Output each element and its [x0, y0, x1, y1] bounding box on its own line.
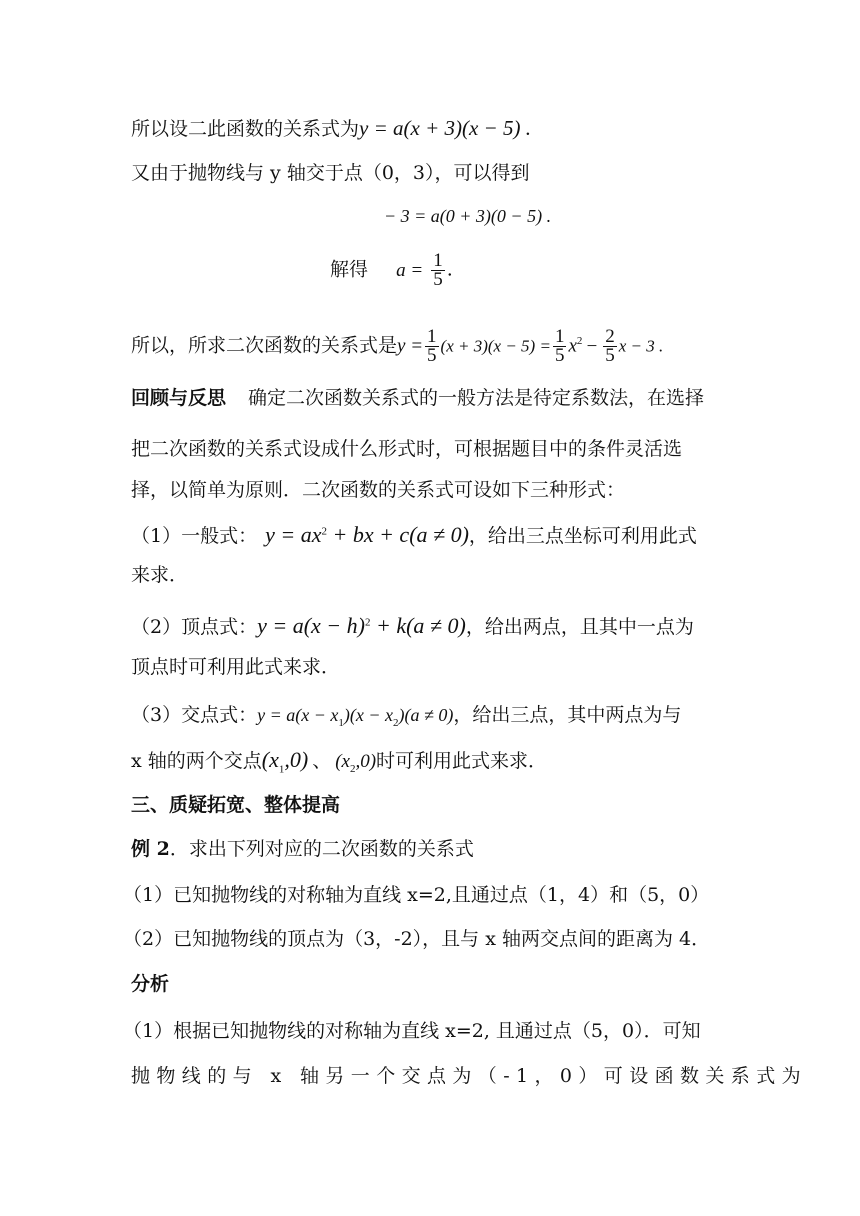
- math-b: )(x − x: [343, 705, 393, 725]
- form-general-line2: 来求．: [131, 564, 189, 586]
- fraction-numerator: 1: [433, 250, 443, 271]
- text-line-2: 又由于抛物线与 y 轴交于点（0，3），可以得到: [131, 162, 530, 184]
- equation-line-3: − 3 = a(0 + 3)(0 − 5) .: [384, 206, 552, 226]
- exponent: 2: [364, 616, 371, 629]
- section-heading: 三、质疑拓宽、整体提高: [131, 794, 341, 816]
- review-title: 回顾与反思: [131, 387, 227, 409]
- fraction-2: [553, 328, 567, 365]
- fraction: [431, 252, 445, 289]
- form-label: （3）交点式：: [131, 704, 258, 726]
- form-label: （1）一般式：: [131, 525, 258, 547]
- review-line-2: 把二次函数的关系式设成什么形式时，可根据题目中的条件灵活选: [131, 438, 683, 460]
- form-intercept: [131, 703, 681, 727]
- fraction-numerator: 1: [554, 326, 565, 347]
- math-a: y =: [397, 335, 424, 357]
- math-a: y = ax: [265, 522, 322, 547]
- subscript: 2: [349, 762, 356, 775]
- review-line-3: 择，以简单为原则．二次函数的关系式可设如下三种形式：: [131, 479, 626, 501]
- math-c: )(a ≠ 0): [398, 705, 454, 725]
- math-b: (x + 3)(x − 5) =: [440, 336, 551, 356]
- text: 所以设二此函数的关系式为: [131, 118, 360, 140]
- solve-line: [330, 252, 453, 289]
- form-label: （2）顶点式：: [131, 616, 258, 638]
- point-2: [335, 751, 377, 775]
- exponent: 2: [576, 335, 583, 348]
- point-2-b: ,0): [355, 751, 377, 772]
- result-line: [131, 328, 663, 365]
- fraction-1: [425, 328, 439, 365]
- solve-label: 解得: [330, 258, 369, 281]
- math-b: + k(a ≠ 0): [370, 613, 466, 638]
- math-b: + bx + c(a ≠ 0): [326, 522, 469, 547]
- example-label: 例 2: [131, 838, 170, 860]
- period: .: [446, 258, 453, 281]
- math-e: x − 3 .: [618, 336, 664, 356]
- math-c: x: [568, 335, 577, 357]
- text: 所以，所求二次函数的关系式是: [131, 334, 398, 357]
- equation-line-1: [131, 116, 531, 141]
- math-d: −: [585, 335, 599, 357]
- form-tail: ，给出两点，且其中一点为: [465, 616, 694, 638]
- subscript: 1: [278, 763, 285, 776]
- form-vertex-line2: 顶点时可利用此式来求．: [131, 656, 341, 678]
- review-line-1: [131, 386, 704, 410]
- math-a: y = a(x − x: [257, 705, 339, 725]
- point-2-a: (x: [335, 751, 350, 772]
- fraction-denominator: 5: [605, 345, 615, 366]
- fraction-denominator: 5: [554, 345, 565, 366]
- example-text: ．求出下列对应的二次函数的关系式: [169, 838, 474, 860]
- exponent: 2: [321, 525, 327, 538]
- example-heading: [131, 837, 474, 861]
- math-expression: y = a(x + 3)(x − 5) .: [359, 116, 531, 140]
- analysis-heading: 分析: [131, 973, 170, 995]
- text: x 轴的两个交点: [131, 750, 262, 772]
- review-text: 确定二次函数关系式的一般方法是待定系数法，在选择: [248, 387, 705, 409]
- fraction-numerator: 2: [605, 326, 615, 347]
- form-tail: ，给出三点，其中两点为与: [453, 704, 682, 726]
- example-item-1: （1）已知抛物线的对称轴为直线 x=2,且通过点（1，4）和（5，0）: [123, 884, 710, 906]
- subscript-1: 1: [338, 716, 344, 729]
- form-intercept-line2: [131, 748, 547, 774]
- text: 时可利用此式来求．: [376, 750, 548, 772]
- example-item-2: （2）已知抛物线的顶点为（3，-2），且与 x 轴两交点间的距离为 4．: [123, 928, 711, 950]
- fraction-denominator: 5: [427, 345, 437, 366]
- math-a: y = a(x − h): [257, 613, 365, 638]
- analysis-line-1: （1）根据已知抛物线的对称轴为直线 x=2, 且通过点（5，0）．可知: [123, 1020, 701, 1042]
- point-1-b: ,0): [284, 747, 309, 772]
- form-tail: ，给出三点坐标可利用此式: [468, 525, 697, 547]
- subscript-2: 2: [392, 716, 399, 729]
- separator: 、: [312, 750, 332, 772]
- math-lhs: a =: [396, 259, 424, 281]
- form-general: [131, 523, 697, 548]
- analysis-line-2: 抛物线的与 x 轴另一个交点为（-1，0）可设函数关系式为: [131, 1065, 807, 1087]
- fraction-3: [603, 328, 617, 365]
- fraction-numerator: 1: [427, 326, 437, 347]
- form-vertex: [131, 614, 694, 639]
- point-1-a: (x: [261, 747, 279, 772]
- fraction-denominator: 5: [433, 269, 443, 290]
- point-1: [261, 747, 309, 776]
